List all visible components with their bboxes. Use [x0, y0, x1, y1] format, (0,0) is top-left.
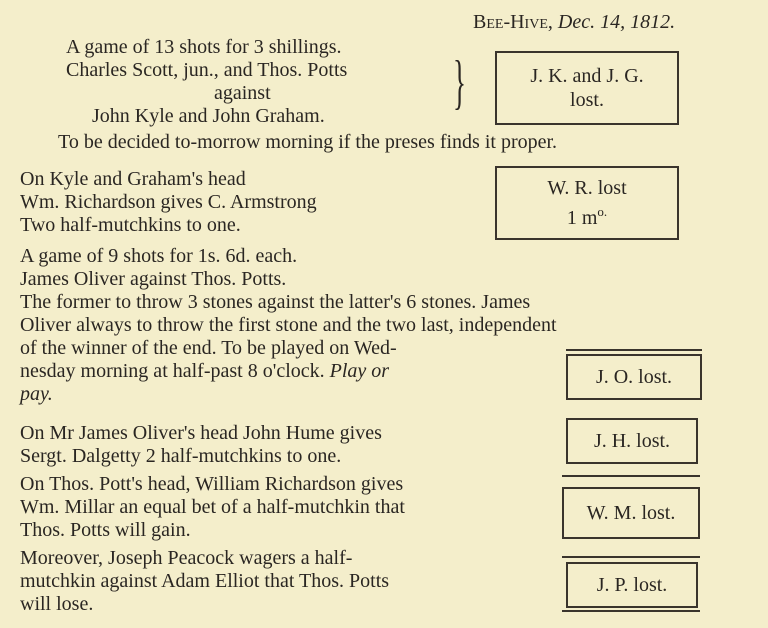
entry3-line7: pay.: [20, 383, 53, 405]
entry1-result-line1: J. K. and J. G.: [530, 65, 644, 87]
entry5-line2: Wm. Millar an equal bet of a half-mutchkin that: [20, 496, 405, 518]
entry3-line1: A game of 9 shots for 1s. 6d. each.: [20, 245, 298, 267]
right-brace: }: [453, 49, 466, 115]
entry3-line4: Oliver always to throw the first stone and the two last, independent: [20, 314, 557, 336]
entry1-result-line2: lost.: [570, 89, 604, 111]
entry3-line2: James Oliver against Thos. Potts.: [20, 268, 287, 290]
entry3-line3: The former to throw 3 stones against the latter's 6 stones. James: [20, 291, 531, 313]
entry5-rule-top: [562, 475, 700, 477]
entry6-result-box: J. P. lost.: [566, 562, 698, 608]
entry5-result-box: W. M. lost.: [562, 487, 700, 539]
entry2-line1: On Kyle and Graham's head: [20, 168, 246, 190]
entry1-line2: Charles Scott, jun., and Thos. Potts: [66, 59, 348, 81]
entry6-line1: Moreover, Joseph Peacock wagers a half-: [20, 547, 353, 569]
entry5-line1: On Thos. Pott's head, William Richardson gives: [20, 473, 404, 495]
header-place: Bee-Hive,: [473, 11, 553, 33]
entry3-line5: of the winner of the end. To be played on Wed-: [20, 337, 397, 359]
entry1-line3: against: [214, 82, 271, 104]
entry2-line3: Two half-mutchkins to one.: [20, 214, 241, 236]
entry5-line3: Thos. Potts will gain.: [20, 519, 191, 541]
entry1-line4: John Kyle and John Graham.: [92, 105, 325, 127]
entry1-note: To be decided to-morrow morning if the preses finds it proper.: [58, 131, 558, 153]
entry2-result-line2: 1 $m^{o.}$: [566, 204, 608, 229]
entry4-line2: Sergt. Dalgetty 2 half-mutchkins to one.: [20, 445, 342, 467]
entry6-rule-bottom: [562, 610, 700, 612]
entry2-result-line1: W. R. lost: [547, 177, 627, 199]
header-date: Dec. 14, 1812.: [557, 11, 676, 33]
entry1-line1: A game of 13 shots for 3 shillings.: [66, 36, 342, 58]
entry3-line6: nesday morning at half-past 8 o'clock. Play or: [20, 360, 390, 382]
entry2-result-sup: o.: [597, 204, 608, 219]
entry6-line3: will lose.: [20, 593, 94, 615]
entry-header: [473, 11, 675, 33]
entry4-line1: On Mr James Oliver's head John Hume gives: [20, 422, 382, 444]
entry4-result-box: J. H. lost.: [566, 418, 698, 464]
entry6-rule-top: [562, 556, 700, 558]
entry3-line6-italic: Play or: [329, 360, 390, 382]
entry1-result-box: [495, 51, 679, 125]
entry6-line2: mutchkin against Adam Elliot that Thos. Potts: [20, 570, 390, 592]
entry3-rule-top: [566, 349, 702, 351]
entry2-result-box: [495, 166, 679, 240]
entry3-result-box: J. O. lost.: [566, 354, 702, 400]
entry2-line2: Wm. Richardson gives C. Armstrong: [20, 191, 317, 213]
